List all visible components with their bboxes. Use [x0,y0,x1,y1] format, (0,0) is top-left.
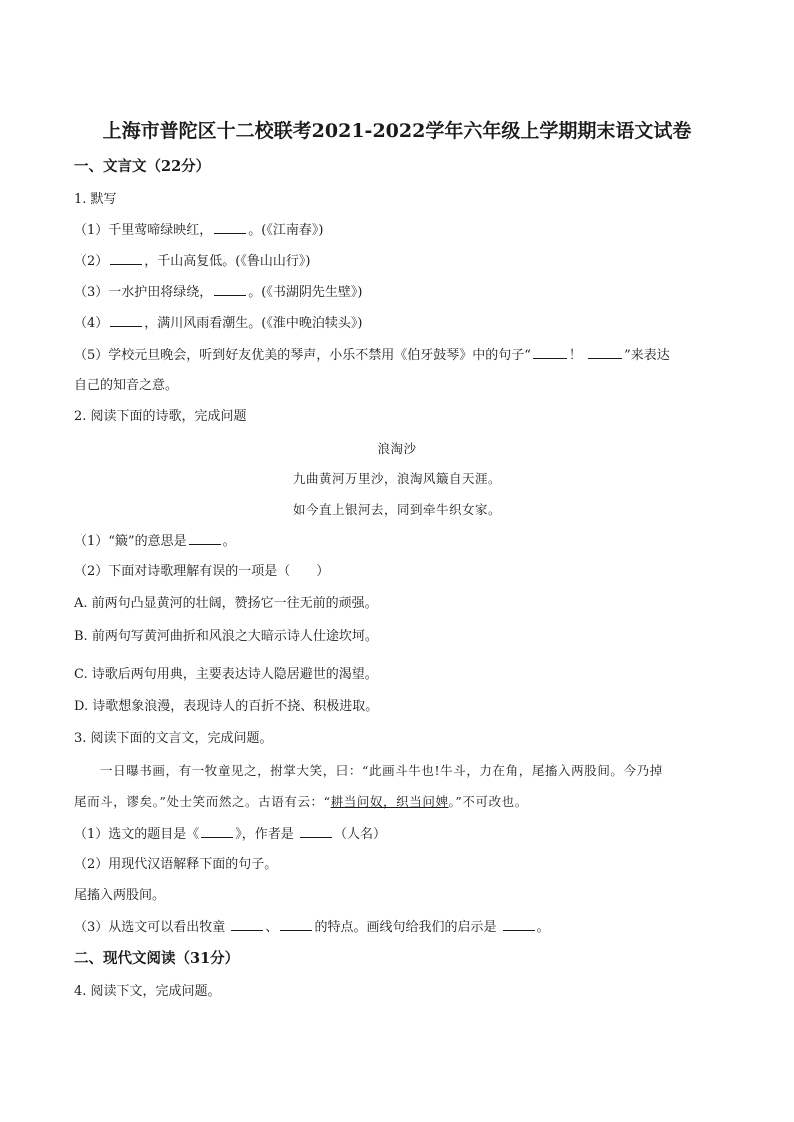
classical-text-line-1: 一日曝书画，有一牧童见之，拊掌大笑，曰：“此画斗牛也!牛斗，力在角，尾搐入两股间。今乃掉 [100,763,663,778]
answer-blank[interactable] [503,918,535,931]
q3-sub-2-sentence: 尾搐入两股间。 [74,888,166,903]
answer-blank[interactable] [300,825,332,838]
underlined-sentence: 耕当问奴，织当问婢 [330,794,449,809]
q1-line-5: （5）学校元旦晚会，听到好友优美的琴声，小乐不禁用《伯牙鼓琴》中的句子“ ！ ”来表达 [74,348,670,363]
answer-blank[interactable] [201,825,233,838]
answer-blank[interactable] [533,346,567,359]
question-2-label: 2. 阅读下面的诗歌，完成问题 [74,409,247,424]
answer-blank[interactable] [214,221,246,234]
q3-sub-2: （2）用现代汉语解释下面的句子。 [74,857,278,872]
option-c[interactable]: C. 诗歌后两句用典，主要表达诗人隐居避世的渴望。 [74,667,378,682]
answer-blank[interactable] [280,918,312,931]
answer-blank[interactable] [110,252,142,265]
q1-line-4: （4） ，满川风雨看潮生。(《淮中晚泊犊头》) [74,316,363,331]
classical-text-line-2: 尾而斗，谬矣。”处士笑而然之。古语有云：“耕当问奴，织当问婢。”不可改也。 [74,794,528,809]
poem-line-2: 如今直上银河去，同到牵牛织女家。 [292,502,501,517]
q3-sub-3: （3）从选文可以看出牧童 、 的特点。画线句给我们的启示是 。 [74,920,550,935]
exam-title: 上海市普陀区十二校联考2021-2022学年六年级上学期期末语文试卷 [102,120,692,142]
answer-blank[interactable] [214,283,246,296]
q1-line-3: （3）一水护田将绿绕， 。(《书湖阴先生壁》) [74,285,363,300]
answer-blank[interactable] [231,918,263,931]
option-b[interactable]: B. 前两句写黄河曲折和风浪之大暗示诗人仕途坎坷。 [74,629,378,644]
q3-sub-1: （1）选文的题目是《 》，作者是 （人名） [74,827,386,842]
question-1-label: 1. 默写 [74,192,117,207]
answer-blank[interactable] [588,346,622,359]
q2-sub-2: （2）下面对诗歌理解有误的一项是（ ） [74,564,330,579]
q2-sub-1: （1）“簸”的意思是 。 [74,534,236,549]
section-1-heading: 一、文言文（22分） [74,158,211,175]
poem-line-1: 九曲黄河万里沙，浪淘风簸自天涯。 [292,471,501,486]
q1-line-1: （1）千里莺啼绿映红， 。(《江南春》) [74,223,324,238]
question-4-label: 4. 阅读下文，完成问题。 [74,984,221,999]
q1-line-5-cont: 自己的知音之意。 [74,378,179,393]
option-d[interactable]: D. 诗歌想象浪漫，表现诗人的百折不挠、积极进取。 [74,699,379,714]
question-3-label: 3. 阅读下面的文言文，完成问题。 [74,731,273,746]
answer-blank[interactable] [110,314,142,327]
section-2-heading: 二、现代文阅读（31分） [74,950,240,967]
poem-title: 浪淘沙 [377,441,417,456]
q1-line-2: （2） ，千山高复低。(《鲁山山行》) [74,254,311,269]
answer-blank[interactable] [189,532,221,545]
option-a[interactable]: A. 前两句凸显黄河的壮阔，赞扬它一往无前的顽强。 [74,596,378,611]
